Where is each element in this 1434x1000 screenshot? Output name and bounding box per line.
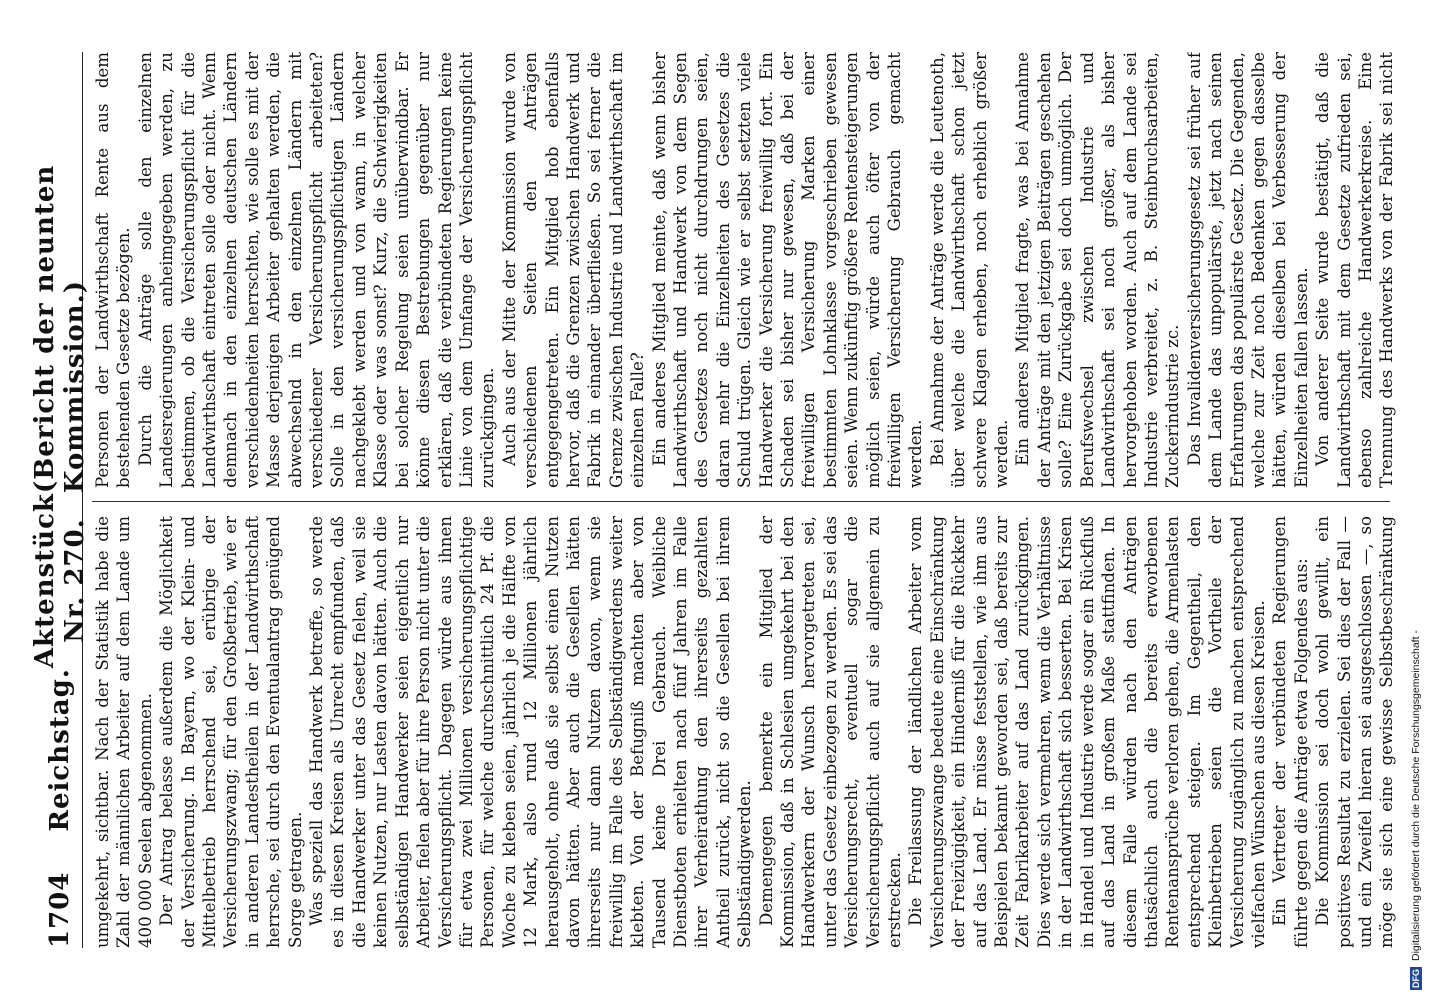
paragraph: Die Kommission sei doch wohl gewillt, ein positives Resultat zu erzielen. Sei dies der Fall — und ein Zweifel hieran sei ausgeschlossen —, so möge sie sich eine gewisse Selbstbeschränkung — [1313, 516, 1397, 948]
page-number: 1704 — [45, 871, 75, 948]
paragraph: Personen der Landwirthschaft Rente aus dem bestehenden Gesetze bezögen. — [93, 52, 134, 488]
paragraph: Ein Vertreter der verbündeten Regierungen führte gegen die Anträge etwa Folgendes aus: — [1270, 516, 1311, 948]
page-header — [30, 52, 90, 948]
header-left-title: Reichstag. — [45, 668, 75, 832]
paragraph: Von anderer Seite wurde bestätigt, daß die Landwirthschaft mit dem Gesetze zufrieden sei, ebenso zahlreiche Handwerkerkreise. Eine Trennung des Handwerks von der Fabrik sei nicht — [1313, 52, 1397, 488]
paragraph: Das Invalidenversicherungsgesetz sei früher auf dem Lande das unpopulärste, jetzt nach seinen Erfahrungen das populärste Gesetz. Die Gegenden, welche zur Zeit noch Bedenken gegen dasselbe hätten, würden dieselben bei Verbesserung der Einzelheiten fallen lassen. — [1184, 52, 1311, 488]
paragraph: umgekehrt, sichtbar. Nach der Statistik habe die Zahl der männlichen Arbeiter auf dem Lande um 400 000 Seelen abgenommen. — [93, 516, 155, 948]
header-right-title: (Bericht der neunten Kommission.) — [30, 164, 90, 494]
paragraph: Der Antrag belasse außerdem die Möglichkeit der Versicherung. In Bayern, wo der Klein- und Mittelbetrieb herrschend sei, erübrige der Versicherungszwang; für den Großbetrieb, wie er in anderen Landestheilen in der Landwirthschaft herrsche, sei durch den Eventualantrag genügend Sorge getragen. — [157, 516, 305, 948]
text-column-right — [92, 52, 1397, 488]
dfg-badge: DFG — [1411, 969, 1421, 988]
funding-note — [1404, 10, 1428, 990]
paragraph: Ein anderes Mitglied fragte, was bei Annahme der Anträge mit den jetzigen Beiträgen geschehen solle? Eine Zurückgabe sei doch unmöglich. Der Berufswechsel zwischen Industrie und Landwirthschaft sei noch größer, als bisher hervorgehoben worden. Auch auf dem Lande sei Industrie verbreitet, z. B. Steinbruchsarbeiten, Zuckerindustrie zc. — [1013, 52, 1183, 488]
paragraph: Auch aus der Mitte der Kommission wurde von verschiedenen Seiten den Anträgen entgegengetreten. Ein Mitglied hob ebenfalls hervor, daß die Grenzen zwischen Handwerk und Fabrik in einander überfließen. So sei ferner die Grenze zwischen Industrie und Landwirthschaft im einzelnen Falle? — [499, 52, 648, 488]
paragraph: Ein anderes Mitglied meinte, daß wenn bisher Landwirthschaft und Handwerk von dem Segen des Gesetzes noch nicht durchdrungen seien, daran mehr die Einzelheiten des Gesetzes die Schuld trügen. Gleich wie er selbst setzten viele Handwerker die Versicherung freiwillig fort. Ein Schaden sei bisher nur gewesen, daß bei der freiwilligen Versicherung Marken einer bestimmten Lohnklasse vorgeschrieben gewesen seien. Wenn zukünftig größere Rentensteigerungen möglich seien, würde auch öfter von der freiwilligen Versicherung Gebrauch gemacht werden. — [649, 52, 926, 488]
paragraph: Die Freilassung der ländlichen Arbeiter vom Versicherungszwange bedeute eine Einschränkung der Freizügigkeit, ein Hinderniß für die Rückkehr auf das Land. Er müsse feststellen, wie ihm aus Beispielen bekannt geworden sei, daß bereits zur Zeit Fabrikarbeiter auf das Land zurückgingen. Dies werde sich vermehren, wenn die Verhältnisse in der Landwirthschaft sich besserten. Bei Krisen in Handel und Industrie werde sogar ein Rückfluß auf das Land in großem Maße stattfinden. In diesem Falle würden nach den Anträgen thatsächlich auch die bereits erworbenen Rentenansprüche verloren gehen, die Armenlasten entsprechend steigen. Im Gegentheil, den Kleinbetrieben seien die Vortheile der Versicherung zugänglich zu machen entsprechend vielfachen Wünschen aus diesen Kreisen. — [906, 516, 1268, 948]
header-document-number: Aktenstück Nr. 270. — [30, 493, 90, 669]
funding-note-text: Digitalisierung gefördert durch die Deutsche Forschungsgemeinschaft - — [1410, 630, 1422, 961]
paragraph: Was speziell das Handwerk betreffe, so werde es in diesen Kreisen als Unrecht empfunden, daß die Handwerker unter das Gesetz fielen, weil sie keinen Nutzen, nur Lasten davon hätten. Auch die selbständigen Handwerker seien eigentlich nur Arbeiter, fielen aber für ihre Person nicht unter die Versicherungspflicht. Dagegen würde aus ihnen für etwa zwei Millionen versicherungspflichtige Personen, für welche durchschnittlich 24 Pf. die Woche zu kleben seien, jährlich je die Hälfte von 12 Mark, also rund 12 Millionen jährlich herausgeholt, ohne daß sie selbst einen Nutzen davon hätten. Aber auch die Gesellen hätten ihrerseits nur dann Nutzen davon, wenn sie freiwillig im Falle des Selbständigwerdens weiter klebten. Von der Befugniß machten aber von Tausend keine Drei Gebrauch. Weibliche Dienstboten erhielten nach fünf Jahren im Falle ihrer Verheirathung den ihrerseits gezahlten Antheil zurück, nicht so die Gesellen bei ihrem Selbständigwerden. — [307, 516, 755, 948]
paragraph: Durch die Anträge solle den einzelnen Landesregierungen anheimgegeben werden, zu bestimmen, ob die Versicherungspflicht für die Landwirthschaft eintreten solle oder nicht. Wenn demnach in den einzelnen deutschen Ländern verschiedenheiten herrschten, wie solle es mit der Masse derjenigen Arbeiter gehalten werden, die abwechselnd in den einzelnen Ländern mit verschiedener Versicherungspflicht arbeiteten? Solle in den versicherungspflichtigen Ländern nachgeklebt werden und von wann, in welcher Klasse oder was sonst? Kurz, die Schwierigkeiten bei solcher Regelung seien unüberwindbar. Er könne diesen Bestrebungen gegenüber nur erklären, daß die verbündeten Regierungen keine Linie von dem Umfange der Versicherungspflicht zurückgingen. — [135, 52, 498, 488]
paragraph: Bei Annahme der Anträge werde die Leutenoth, über welche die Landwirthschaft schon jetzt schwere Klagen erheben, noch erheblich größer werden. — [927, 52, 1012, 488]
paragraph: Demengegen bemerkte ein Mitglied der Kommission, daß in Schlesien umgekehrt bei den Handwerkern der Wunsch hervorgetreten sei, unter das Gesetz einbezogen zu werden. Es sei das Versicherungsrecht, eventuell sogar die Versicherungspflicht auch auf sie allgemein zu erstrecken. — [756, 516, 905, 948]
column-divider — [92, 501, 1390, 502]
text-column-left — [92, 516, 1397, 948]
